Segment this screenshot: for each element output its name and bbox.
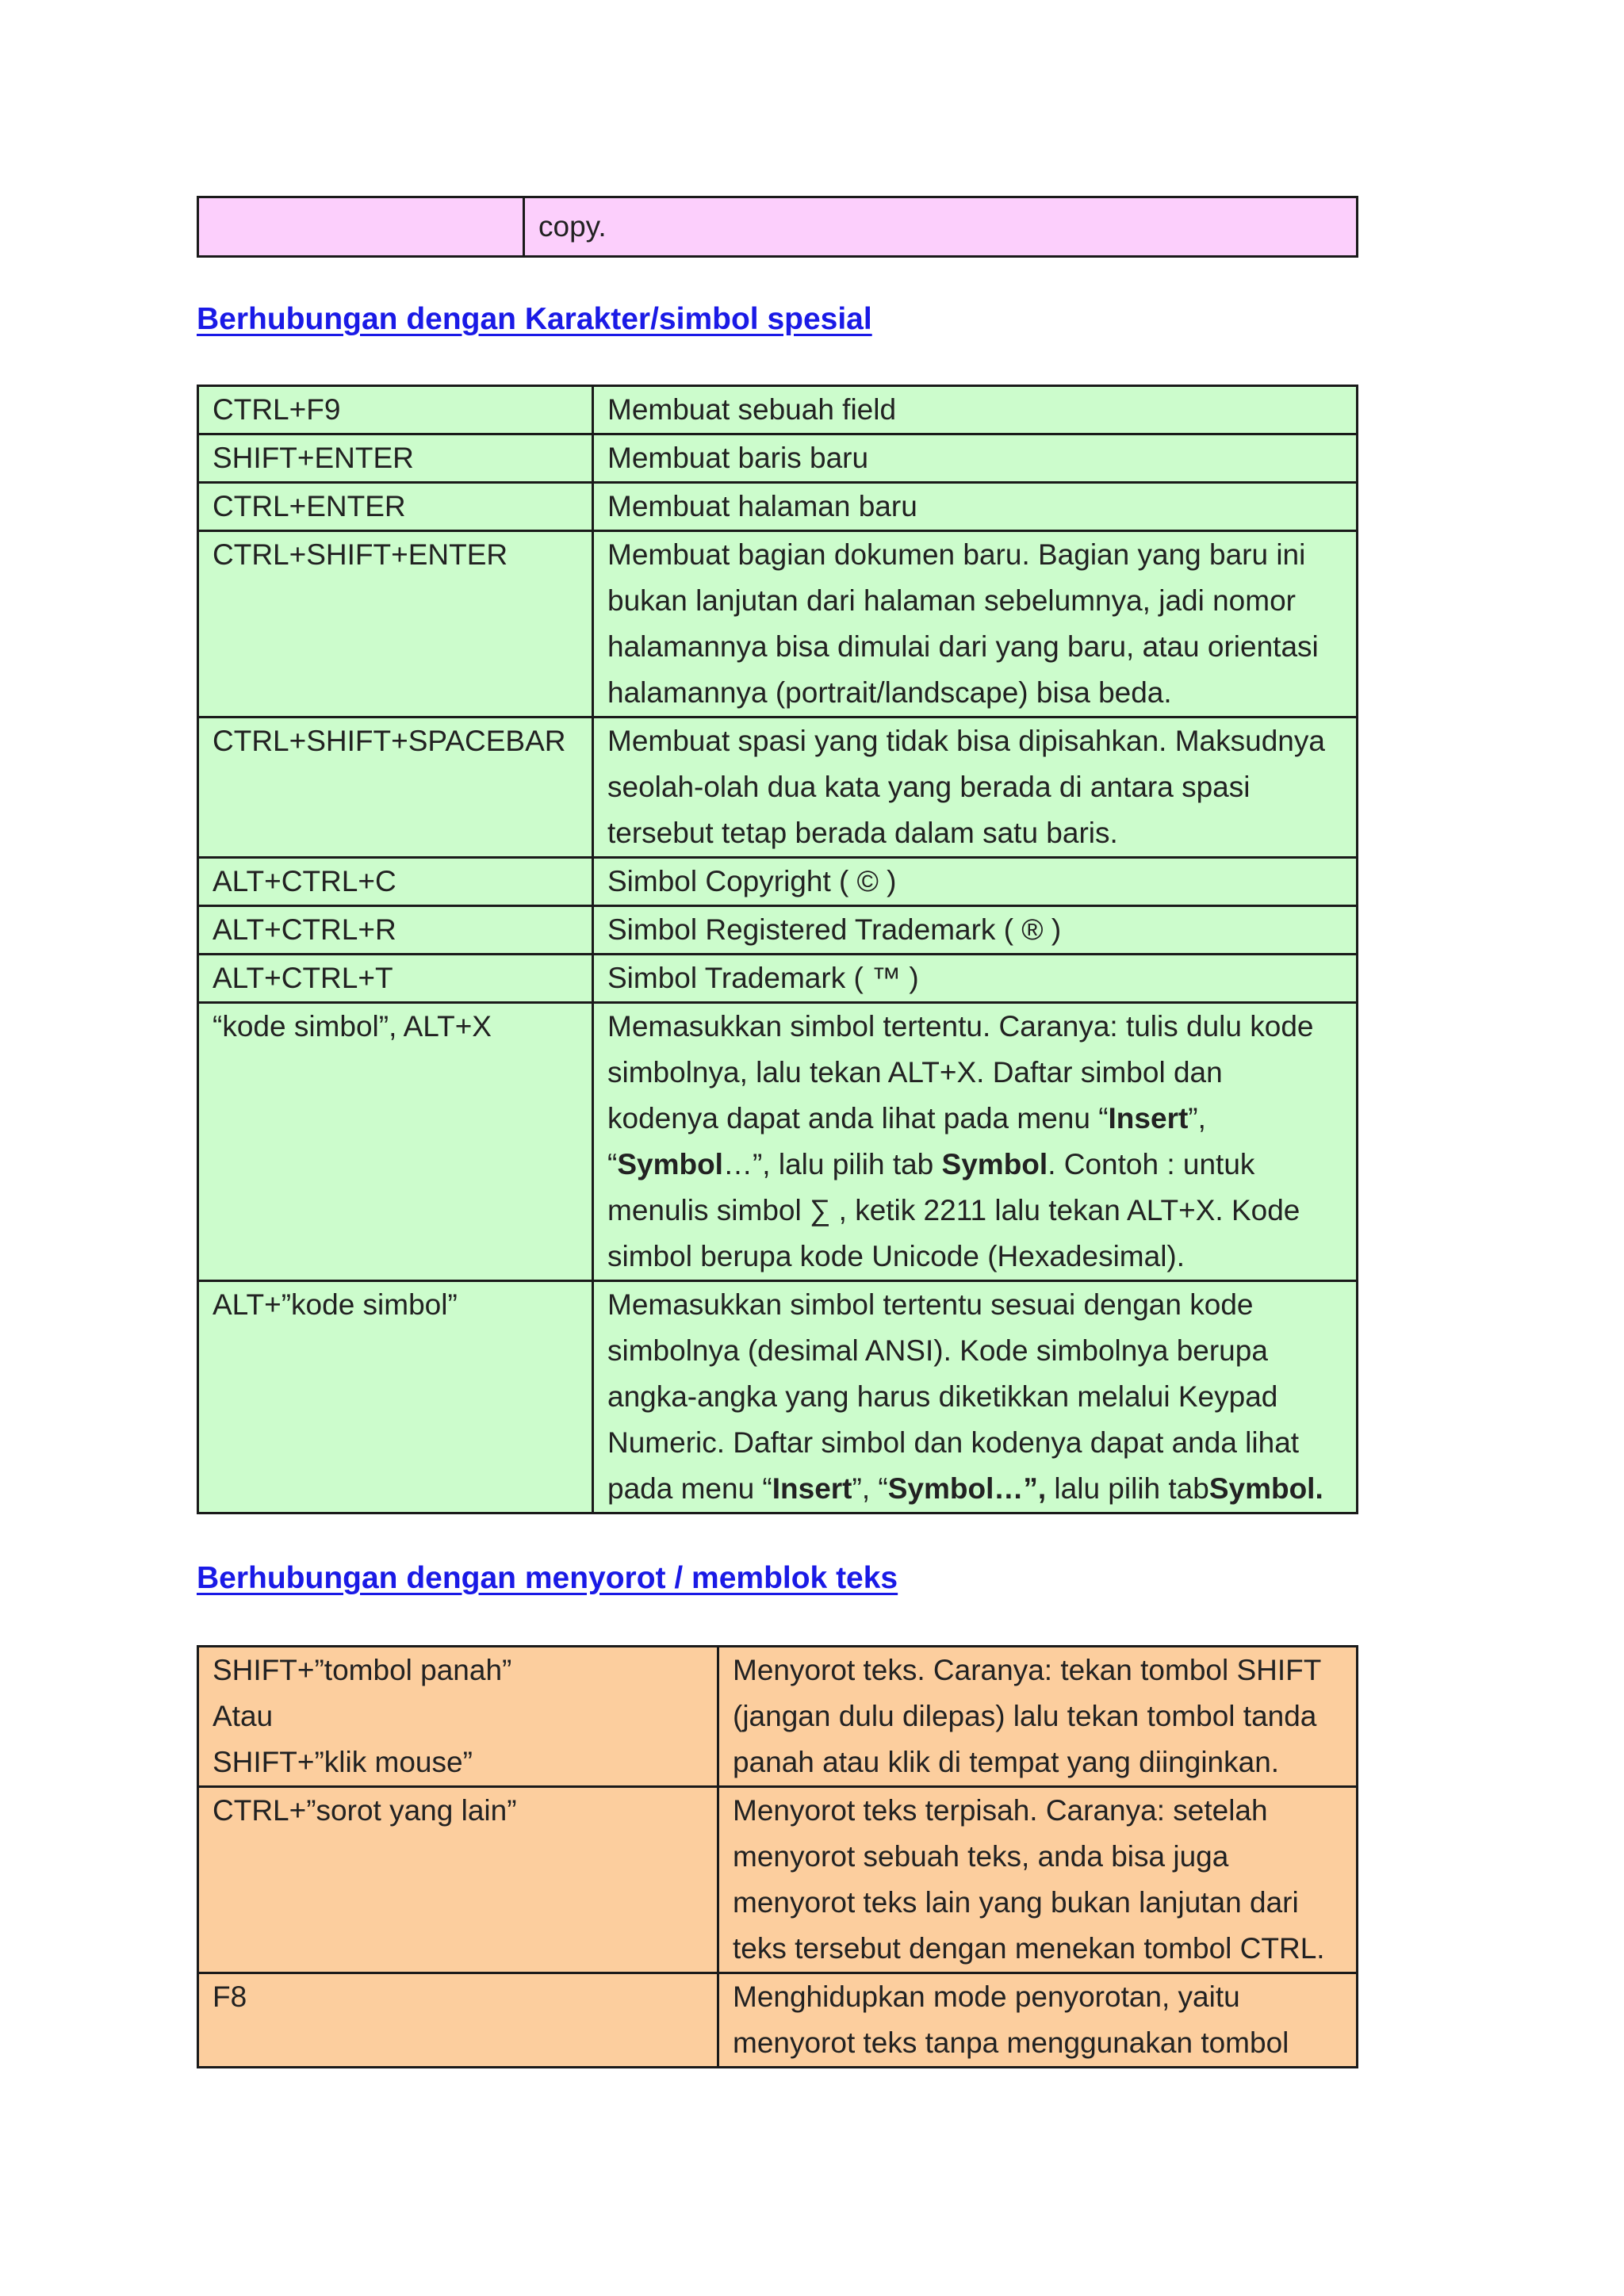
- table-row: [198, 718, 1358, 858]
- shortcut-description-cell: Menyorot teks terpisah. Caranya: setelah menyorot sebuah teks, anda bisa juga menyorot teks lain yang bukan lanjutan dari teks tersebut dengan menekan tombol CTRL.: [718, 1787, 1358, 1973]
- table-row: [198, 1973, 1358, 2068]
- table-row: [198, 197, 1358, 257]
- shortcut-key-cell: CTRL+F9: [198, 386, 593, 434]
- table-row: [198, 858, 1358, 906]
- table-row: [198, 483, 1358, 531]
- shortcut-key-cell: CTRL+ENTER: [198, 483, 593, 531]
- shortcut-description-cell: copy.: [524, 197, 1358, 257]
- table-row: [198, 434, 1358, 483]
- shortcut-key-cell: F8: [198, 1973, 718, 2068]
- shortcut-description-cell: Simbol Registered Trademark ( ® ): [593, 906, 1358, 955]
- section-heading-special-characters[interactable]: Berhubungan dengan Karakter/simbol spesial: [197, 302, 872, 336]
- shortcut-key-cell: ALT+”kode simbol”: [198, 1281, 593, 1513]
- shortcut-description-cell: Membuat baris baru: [593, 434, 1358, 483]
- shortcut-key-cell: ALT+CTRL+R: [198, 906, 593, 955]
- shortcut-description-cell: Simbol Trademark ( ™ ): [593, 955, 1358, 1003]
- shortcut-key-cell: CTRL+SHIFT+ENTER: [198, 531, 593, 718]
- table-row: [198, 386, 1358, 434]
- table-row: [198, 906, 1358, 955]
- table-row: [198, 1281, 1358, 1513]
- shortcut-description-cell: Memasukkan simbol tertentu. Caranya: tulis dulu kode simbolnya, lalu tekan ALT+X. Daftar simbol dan kodenya dapat anda lihat pada menu “Insert”, “Symbol…”, lalu pilih tab Symbol. Contoh : untuk menulis simbol ∑ , ketik 2211 lalu tekan ALT+X. Kode simbol berupa kode Unicode (Hexadesimal).: [593, 1003, 1358, 1281]
- shortcut-description-cell: Menyorot teks. Caranya: tekan tombol SHIFT (jangan dulu dilepas) lalu tekan tombol tanda panah atau klik di tempat yang diinginkan.: [718, 1647, 1358, 1787]
- shortcut-key-cell: SHIFT+”tombol panah” Atau SHIFT+”klik mouse”: [198, 1647, 718, 1787]
- shortcut-description-cell: Membuat sebuah field: [593, 386, 1358, 434]
- table-row: [198, 531, 1358, 718]
- text-selection-shortcuts-table: [197, 1645, 1358, 2068]
- shortcut-key-cell: CTRL+SHIFT+SPACEBAR: [198, 718, 593, 858]
- shortcut-description-cell: Membuat halaman baru: [593, 483, 1358, 531]
- shortcut-key-cell: SHIFT+ENTER: [198, 434, 593, 483]
- table-row: [198, 1647, 1358, 1787]
- special-character-shortcuts-table: [197, 385, 1358, 1514]
- shortcut-description-cell: Menghidupkan mode penyorotan, yaitu menyorot teks tanpa menggunakan tombol: [718, 1973, 1358, 2068]
- shortcut-table-continued: [197, 196, 1358, 258]
- section-heading-text-selection[interactable]: Berhubungan dengan menyorot / memblok teks: [197, 1561, 898, 1595]
- shortcut-description-cell: Memasukkan simbol tertentu sesuai dengan kode simbolnya (desimal ANSI). Kode simbolnya berupa angka-angka yang harus diketikkan melalui Keypad Numeric. Daftar simbol dan kodenya dapat anda lihat pada menu “Insert”, “Symbol…”, lalu pilih tabSymbol.: [593, 1281, 1358, 1513]
- shortcut-description-cell: Membuat spasi yang tidak bisa dipisahkan. Maksudnya seolah-olah dua kata yang berada di antara spasi tersebut tetap berada dalam satu baris.: [593, 718, 1358, 858]
- shortcut-key-cell: CTRL+”sorot yang lain”: [198, 1787, 718, 1973]
- shortcut-key-cell: ALT+CTRL+C: [198, 858, 593, 906]
- table-row: [198, 1003, 1358, 1281]
- shortcut-description-cell: Membuat bagian dokumen baru. Bagian yang baru ini bukan lanjutan dari halaman sebelumnya, jadi nomor halamannya bisa dimulai dari yang baru, atau orientasi halamannya (portrait/landscape) bisa beda.: [593, 531, 1358, 718]
- shortcut-key-cell: ALT+CTRL+T: [198, 955, 593, 1003]
- shortcut-description-cell: Simbol Copyright ( © ): [593, 858, 1358, 906]
- table-row: [198, 1787, 1358, 1973]
- table-row: [198, 955, 1358, 1003]
- shortcut-key-cell: [198, 197, 524, 257]
- shortcut-key-cell: “kode simbol”, ALT+X: [198, 1003, 593, 1281]
